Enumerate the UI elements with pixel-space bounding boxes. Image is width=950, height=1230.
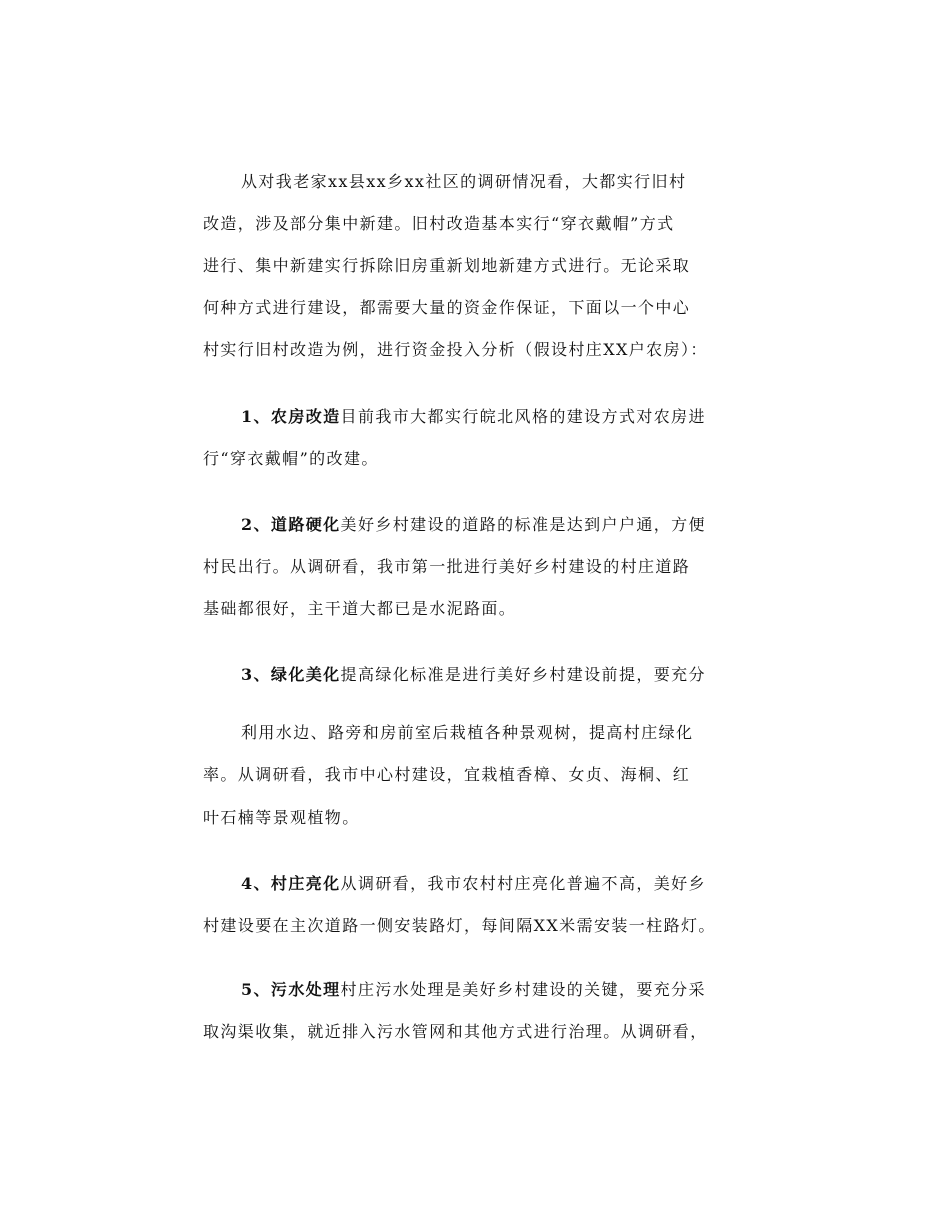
section-4-first-line <box>241 874 706 894</box>
section-3-first-line <box>241 665 706 685</box>
intro-line-1: 从对我老家xx县xx乡xx社区的调研情况看，大都实行旧村 <box>241 172 687 191</box>
section-3-line-2: 利用水边、路旁和房前室后栽植各种景观树，提高村庄绿化 <box>241 723 694 742</box>
section-5-line-1: 村庄污水处理是美好乡村建设的关键，要充分采 <box>340 980 706 999</box>
intro-line-3: 进行、集中新建实行拆除旧房重新划地新建方式进行。无论采取 <box>203 256 691 275</box>
section-3-heading: 3、绿化美化 <box>241 665 341 684</box>
section-1-line-2: 行“穿衣戴帽”的改建。 <box>203 449 379 468</box>
section-4-line-2: 村建设要在主次道路一侧安装路灯，每间隔XX米需安装一柱路灯。 <box>203 916 716 935</box>
section-4-heading: 4、村庄亮化 <box>241 874 341 893</box>
intro-line-5: 村实行旧村改造为例，进行资金投入分析（假设村庄XX户农房）： <box>203 340 708 359</box>
section-4-line-1: 从调研看，我市农村村庄亮化普遍不高，美好乡 <box>340 874 706 893</box>
section-1-line-1: 目前我市大都实行皖北风格的建设方式对农房进 <box>340 407 706 426</box>
section-2-line-3: 基础都很好，主干道大都已是水泥路面。 <box>203 599 517 618</box>
section-1-heading: 1、农房改造 <box>241 407 341 426</box>
section-5-line-2: 取沟渠收集，就近排入污水管网和其他方式进行治理。从调研看， <box>203 1022 708 1041</box>
section-1-first-line <box>241 407 706 427</box>
intro-line-2: 改造，涉及部分集中新建。旧村改造基本实行“穿衣戴帽”方式 <box>203 214 675 233</box>
section-3-line-1: 提高绿化标准是进行美好乡村建设前提，要充分 <box>340 665 706 684</box>
section-5-first-line <box>241 980 706 1000</box>
intro-line-4: 何种方式进行建设，都需要大量的资金作保证，下面以一个中心 <box>203 298 691 317</box>
section-3-line-3: 率。从调研看，我市中心村建设，宜栽植香樟、女贞、海桐、红 <box>203 765 691 784</box>
section-3-line-4: 叶石楠等景观植物。 <box>203 808 360 827</box>
section-2-line-1: 美好乡村建设的道路的标准是达到户户通，方便 <box>340 515 706 534</box>
section-2-heading: 2、道路硬化 <box>241 515 341 534</box>
section-5-heading: 5、污水处理 <box>241 980 341 999</box>
section-2-line-2: 村民出行。从调研看，我市第一批进行美好乡村建设的村庄道路 <box>203 557 691 576</box>
section-2-first-line <box>241 515 706 535</box>
